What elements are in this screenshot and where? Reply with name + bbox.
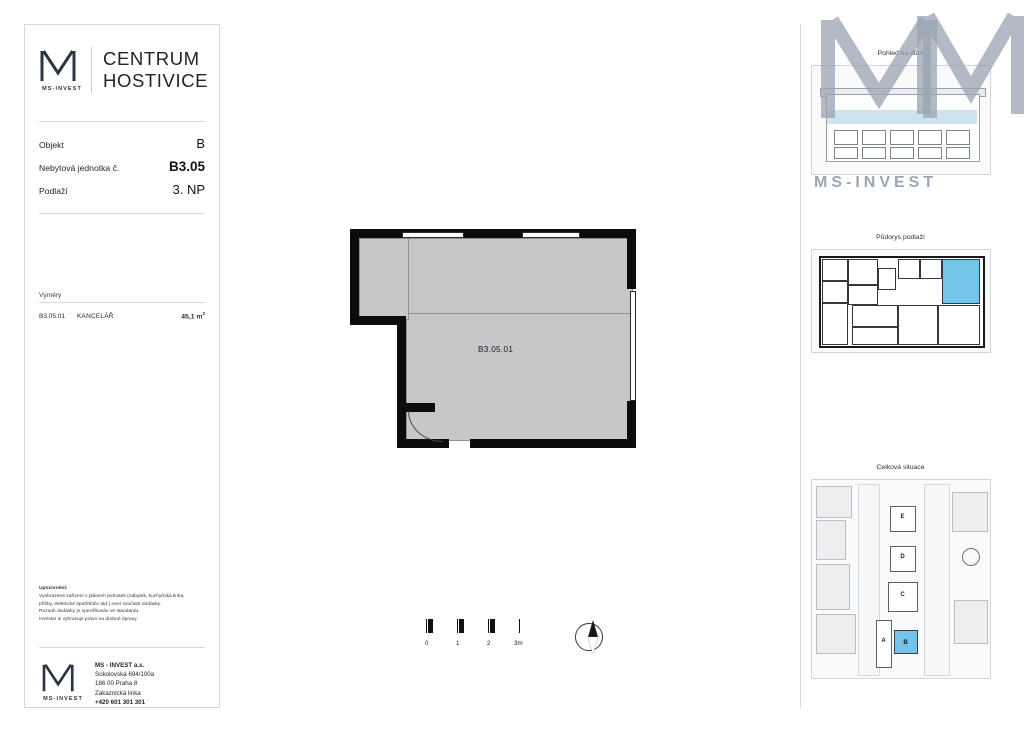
- elevation-window: [918, 130, 942, 145]
- floorplan-unit: [848, 285, 878, 305]
- floorplan-key-thumbnail[interactable]: [811, 249, 991, 353]
- wall-notch-vertical: [397, 316, 406, 412]
- north-needle-light: [588, 637, 598, 654]
- info-row-unit: [39, 155, 205, 178]
- scale-num-0: 0: [425, 640, 429, 647]
- elevation-window: [890, 130, 914, 145]
- elevation-window: [946, 130, 970, 145]
- scale-tick-3: [519, 619, 520, 633]
- scale-ticks: [426, 619, 526, 635]
- scale-block-1: [428, 619, 433, 633]
- brand-title-line2: HOSTIVICE: [103, 70, 209, 91]
- scale-numbers: [426, 640, 526, 650]
- footer-street: Sokolovská 694/100a: [95, 671, 155, 679]
- divider-footer: [39, 647, 205, 648]
- logo-caption: MS-INVEST: [42, 85, 82, 92]
- elevation-window: [862, 130, 886, 145]
- floorplan-unit: [920, 259, 942, 279]
- scale-bar: [426, 619, 526, 659]
- floorplan-unit: [852, 305, 898, 327]
- scale-block-3: [490, 619, 495, 633]
- site-context-block: [816, 520, 846, 560]
- brand-header: [25, 25, 219, 93]
- disclaimer-line-1: Vyobrazené zařízení v plánech jednotek (nábytek, kuchyňská linka,: [39, 594, 185, 600]
- floorplan-unit: [852, 327, 898, 345]
- footer-line-label: Zákaznická linka: [95, 689, 141, 697]
- elevation-window: [834, 130, 858, 145]
- area-size: [181, 311, 205, 320]
- scale-num-2: 2: [487, 640, 491, 647]
- scale-num-1: 1: [456, 640, 460, 647]
- site-compass-icon: [962, 548, 980, 566]
- floorplan-unit: [898, 259, 920, 279]
- site-building-b-highlight: B: [894, 630, 918, 654]
- footer-city: 186 00 Praha 8: [95, 680, 138, 688]
- elevation-window: [890, 147, 914, 159]
- area-size-value: 45,1 m: [181, 313, 203, 321]
- floorplan-unit: [938, 305, 980, 345]
- disclaimer-line-3: Rozsah dodávky je specifikován ve standardu.: [39, 609, 140, 615]
- wall-top: [350, 229, 636, 238]
- wall-left-upper: [350, 229, 359, 325]
- site-plan-section: [801, 464, 1000, 679]
- north-arrow-icon: [568, 616, 612, 660]
- brand-divider: [91, 47, 92, 93]
- elevation-title: Pohled na dům: [877, 50, 924, 57]
- room-fill-notch: [359, 238, 409, 320]
- wall-right-lower: [627, 401, 636, 448]
- area-code: B3.05.01: [39, 313, 66, 321]
- info-value-floor: 3. NP: [172, 182, 205, 197]
- company-footer: [39, 661, 209, 707]
- elevation-thumbnail[interactable]: [811, 65, 991, 175]
- scale-num-3: 3m: [514, 640, 523, 647]
- site-label-d: D: [900, 554, 905, 560]
- watermark-text: MS-INVEST: [814, 174, 938, 191]
- disclaimer-title: Upozornění:: [39, 586, 68, 591]
- floorplan-unit: [822, 303, 848, 345]
- info-label-objekt: Objekt: [39, 140, 64, 150]
- site-label-e: E: [900, 514, 905, 520]
- floor-plan-area: [250, 24, 780, 708]
- ms-invest-logo-icon: [39, 663, 79, 693]
- elevation-section: [801, 50, 1000, 175]
- info-row-objekt: [39, 132, 205, 155]
- brand-title: [103, 48, 208, 92]
- elevation-window: [918, 147, 942, 159]
- site-road: [924, 484, 950, 676]
- footer-phone: +420 601 301 301: [95, 698, 146, 706]
- elevation-glass-band: [827, 110, 977, 124]
- window-right: [630, 291, 636, 401]
- info-label-unit: Nebytová jednotka č.: [39, 163, 120, 173]
- window-top-left: [402, 232, 464, 238]
- scale-block-2: [459, 619, 464, 633]
- floorplan-unit: [822, 281, 848, 303]
- site-label-c: C: [900, 592, 905, 598]
- elevation-window: [946, 147, 970, 159]
- footer-logo-caption: MS-INVEST: [43, 696, 83, 702]
- site-context-block: [816, 614, 856, 654]
- disclaimer-note: [39, 585, 207, 623]
- floorplan-unit: [822, 259, 848, 281]
- site-building-a: [876, 620, 892, 668]
- site-label-a: A: [881, 638, 886, 644]
- floorplan-unit: [848, 259, 878, 285]
- site-plan-thumbnail[interactable]: [811, 479, 991, 679]
- floorplan-key-title: Půdorys podlaží: [876, 234, 925, 241]
- elevation-window: [862, 147, 886, 159]
- areas-title: Výměry: [39, 292, 62, 299]
- unit-floor-plan: [350, 229, 650, 469]
- disclaimer-line-2: příčky, elektrické spotřebiče atd.) není součástí dodávky.: [39, 601, 162, 607]
- footer-text: [87, 661, 154, 707]
- area-name: KANCELÁŘ: [77, 313, 114, 321]
- footer-company: MS - INVEST a.s.: [95, 662, 145, 669]
- info-value-unit: B3.05: [168, 159, 205, 174]
- elevation-window: [834, 147, 858, 159]
- window-top-right: [522, 232, 580, 238]
- spacer: [25, 214, 219, 292]
- disclaimer-line-4: Investor si vyhrazuje právo na drobné úpravy.: [39, 616, 138, 622]
- ms-invest-logo-icon: [39, 49, 79, 83]
- site-context-block: [952, 492, 988, 532]
- areas-list: [25, 303, 219, 322]
- brand-title-line1: CENTRUM: [103, 48, 200, 69]
- north-needle-dark: [588, 620, 598, 637]
- room-label: B3.05.01: [478, 345, 514, 354]
- site-context-block: [954, 600, 988, 644]
- wall-bottom: [470, 439, 636, 448]
- context-panel: [800, 24, 1000, 708]
- logo-block: [39, 49, 85, 92]
- info-panel: [24, 24, 220, 708]
- area-row: [39, 309, 205, 322]
- info-row-floor: [39, 178, 205, 201]
- wall-right-upper: [627, 229, 636, 289]
- site-context-block: [816, 486, 852, 518]
- unit-info-list: [25, 122, 219, 213]
- site-plan-title: Celková situace: [876, 464, 925, 471]
- floorplan-core: [878, 268, 896, 290]
- area-size-unit: 2: [202, 311, 205, 316]
- floorplan-highlighted-unit: [942, 259, 980, 304]
- info-value-objekt: B: [196, 136, 205, 151]
- info-label-floor: Podlaží: [39, 186, 68, 196]
- floorplan-key-section: [801, 234, 1000, 353]
- floorplan-unit: [898, 305, 938, 345]
- footer-logo-block: [39, 661, 87, 702]
- site-context-block: [816, 564, 850, 610]
